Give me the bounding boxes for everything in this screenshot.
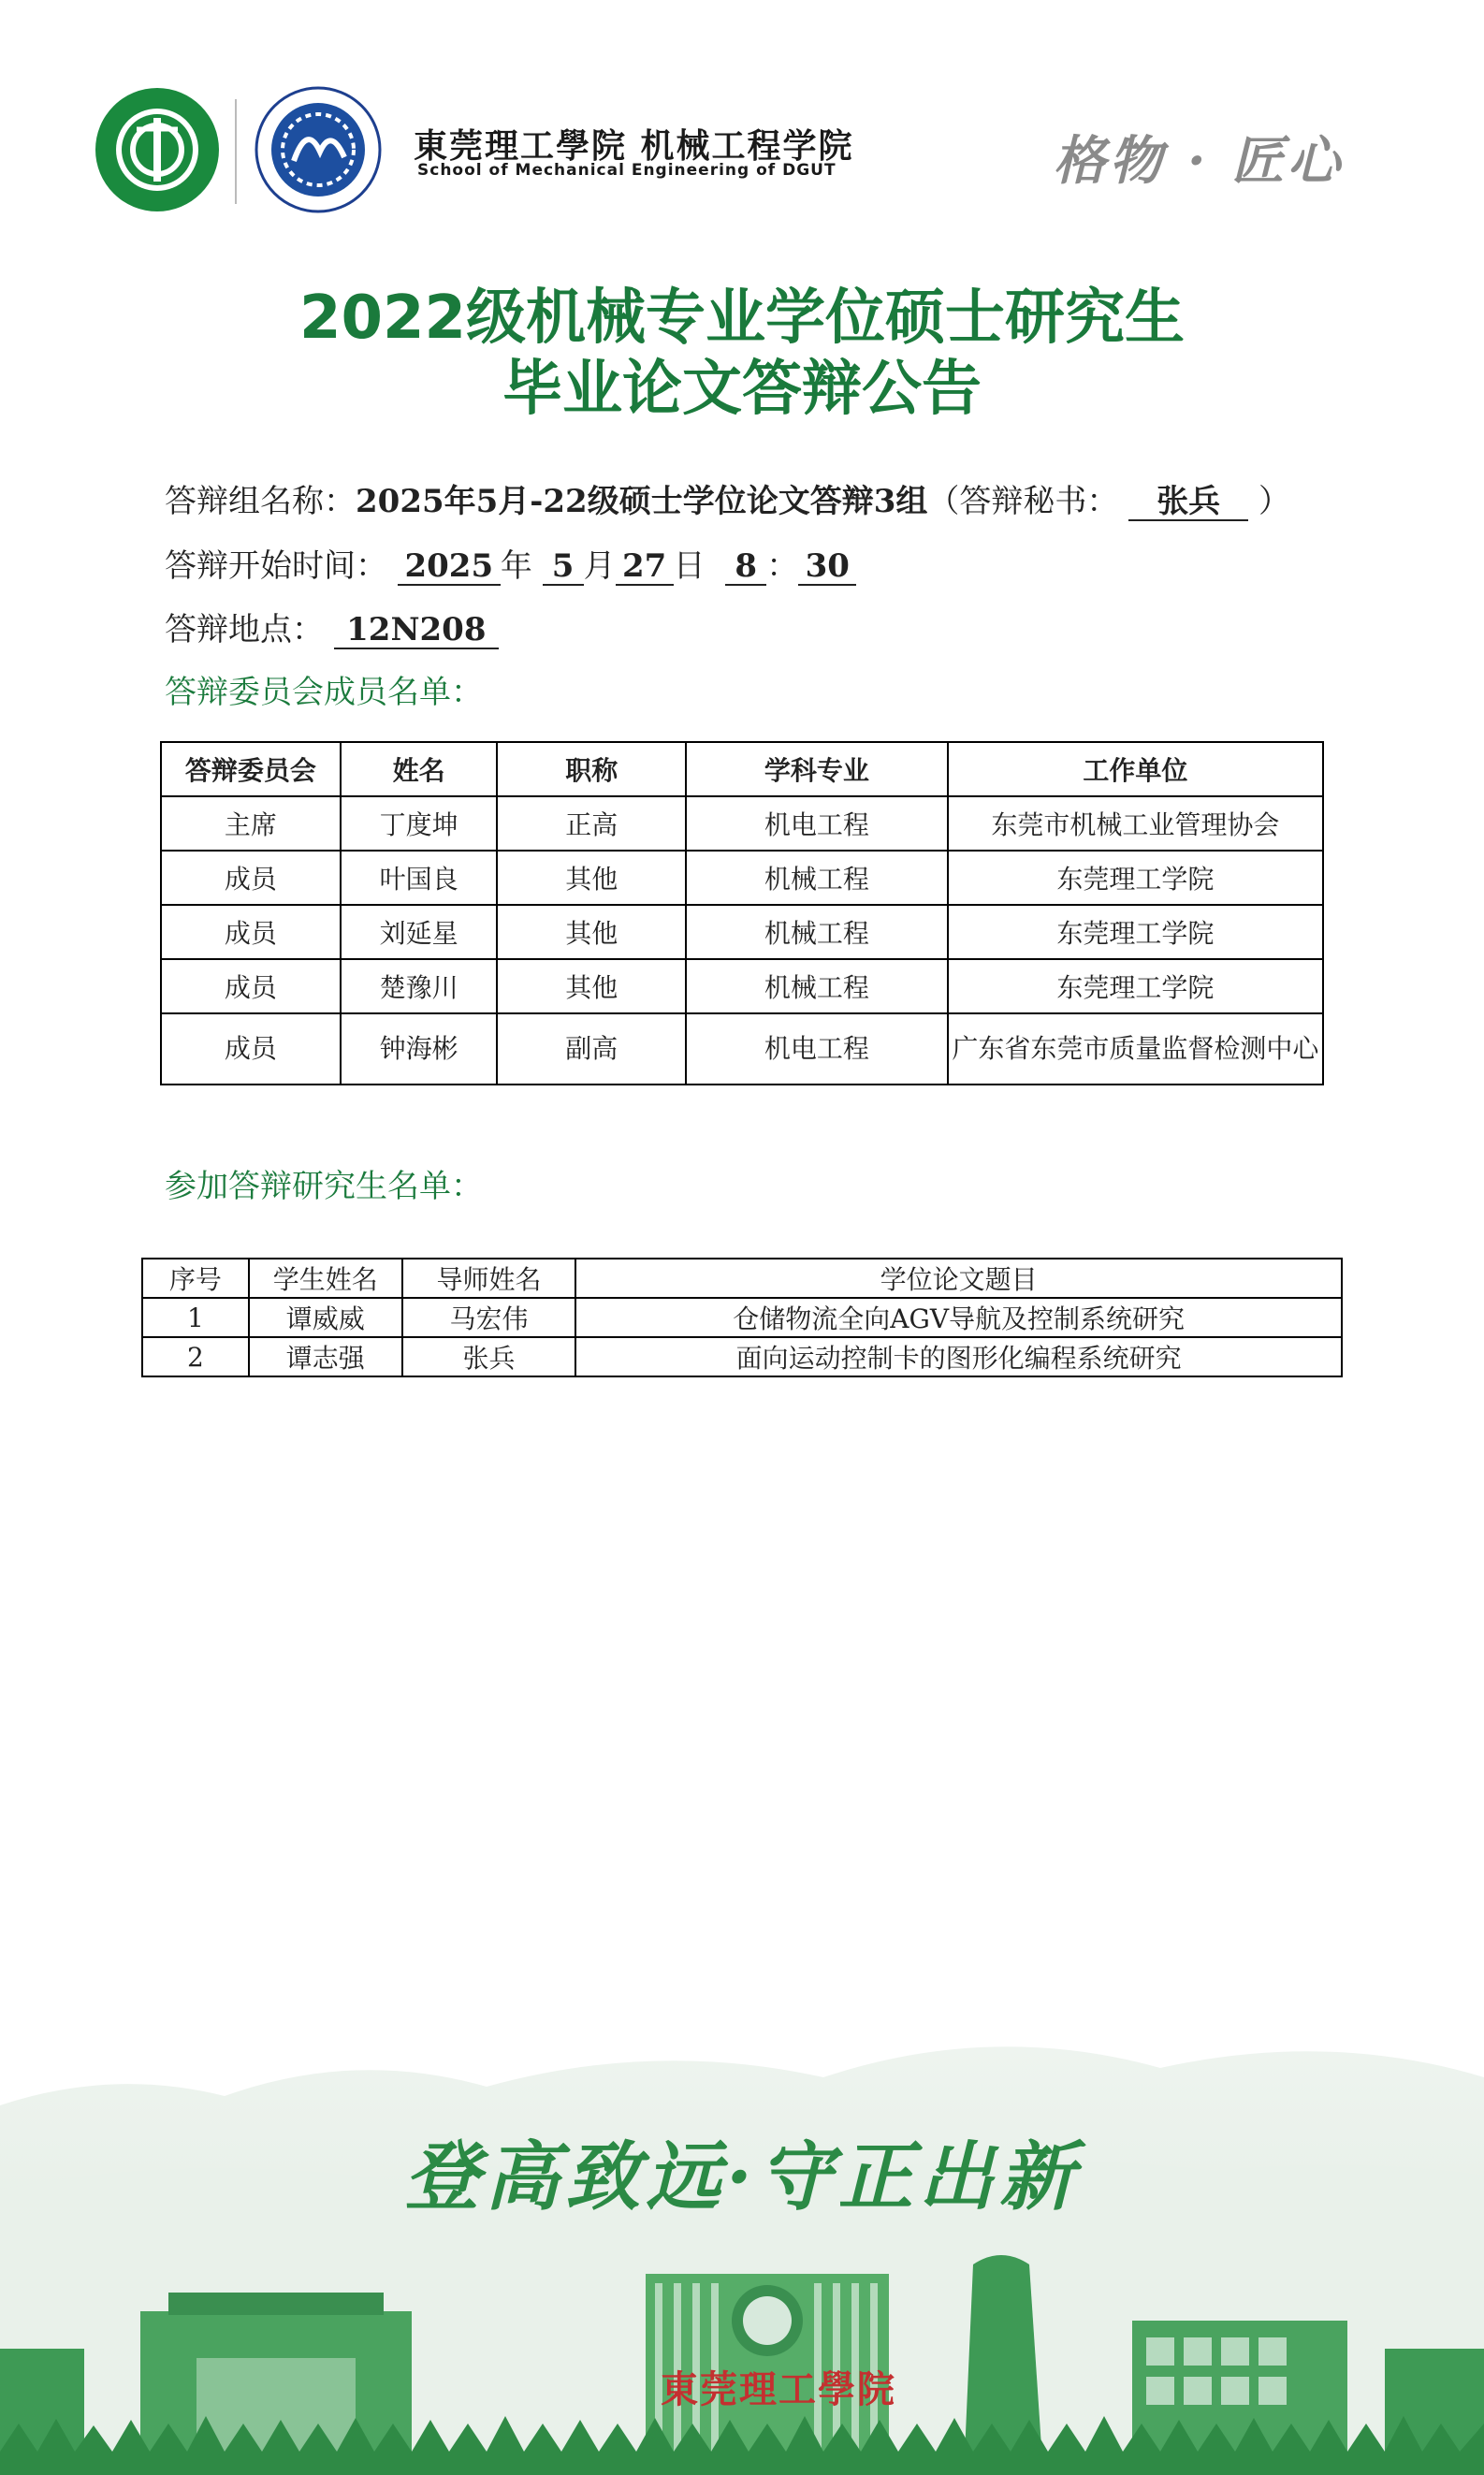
- defense-time-info: [165, 540, 856, 586]
- header-cell: 工作单位: [948, 742, 1323, 796]
- table-row: [161, 1013, 1323, 1085]
- college-logo: [255, 86, 382, 213]
- table-cell: 2: [142, 1337, 249, 1376]
- header-cell: 答辩委员会: [161, 742, 341, 796]
- table-cell: 仓储物流全向AGV导航及控制系统研究: [575, 1298, 1342, 1337]
- table-cell: 机械工程: [686, 851, 948, 905]
- time-colon: ：: [766, 547, 799, 585]
- place-label: 答辩地点：: [165, 611, 324, 648]
- month-unit: 月: [583, 547, 616, 585]
- table-cell: 正高: [497, 796, 686, 851]
- table-header-row: [161, 742, 1323, 796]
- table-cell: 其他: [497, 959, 686, 1013]
- school-name-cn: 東莞理工學院 机械工程学院: [414, 126, 854, 166]
- header-cell: 导师姓名: [402, 1259, 576, 1298]
- table-cell: 东莞理工学院: [948, 959, 1323, 1013]
- students-section-title: 参加答辩研究生名单：: [165, 1168, 483, 1205]
- table-cell: 张兵: [402, 1337, 576, 1376]
- time-year: 2025: [398, 549, 501, 586]
- table-cell: 谭威威: [249, 1298, 402, 1337]
- header-cell: 姓名: [341, 742, 498, 796]
- table-cell: 叶国良: [341, 851, 498, 905]
- table-cell: 机械工程: [686, 959, 948, 1013]
- header-cell: 学位论文题目: [575, 1259, 1342, 1298]
- header-cell: 学科专业: [686, 742, 948, 796]
- table-row: [142, 1337, 1342, 1376]
- table-cell: 成员: [161, 1013, 341, 1085]
- table-row: [161, 851, 1323, 905]
- table-cell: 丁度坤: [341, 796, 498, 851]
- footer-motto: 登高致远·守正出新: [404, 2133, 1080, 2220]
- table-cell: 谭志强: [249, 1337, 402, 1376]
- school-name-en: School of Mechanical Engineering of DGUT: [417, 161, 837, 180]
- time-label: 答辩开始时间：: [165, 547, 387, 585]
- table-cell: 其他: [497, 851, 686, 905]
- year-unit: 年: [500, 547, 532, 585]
- table-cell: 东莞理工学院: [948, 851, 1323, 905]
- place-value: 12N208: [334, 613, 499, 649]
- page-header: [0, 0, 1484, 243]
- header-cell: 序号: [142, 1259, 249, 1298]
- defense-place-info: [165, 604, 499, 649]
- committee-section-title: 答辩委员会成员名单：: [165, 674, 483, 711]
- table-row: [161, 959, 1323, 1013]
- table-cell: 成员: [161, 959, 341, 1013]
- table-row: [161, 796, 1323, 851]
- table-cell: 主席: [161, 796, 341, 851]
- group-name: 2025年5月-22级硕士学位论文答辩3组: [356, 483, 928, 520]
- day-unit: 日: [673, 547, 706, 585]
- table-header-row: [142, 1259, 1342, 1298]
- table-cell: 成员: [161, 851, 341, 905]
- table-cell: 钟海彬: [341, 1013, 498, 1085]
- secretary-name: 张兵: [1128, 485, 1248, 521]
- header-motto: 格物 · 匠心: [1053, 130, 1344, 192]
- time-day: 27: [616, 549, 674, 586]
- page-title-line1: 2022级机械专业学位硕士研究生: [298, 284, 1186, 353]
- defense-group-info: [165, 475, 1290, 521]
- students-table: [141, 1258, 1343, 1377]
- table-cell: 机电工程: [686, 796, 948, 851]
- time-month: 5: [543, 549, 584, 586]
- time-hour: 8: [725, 549, 766, 586]
- table-cell: 机械工程: [686, 905, 948, 959]
- table-cell: 成员: [161, 905, 341, 959]
- table-cell: 刘延星: [341, 905, 498, 959]
- table-row: [161, 905, 1323, 959]
- table-cell: 楚豫川: [341, 959, 498, 1013]
- table-cell: 东莞理工学院: [948, 905, 1323, 959]
- table-cell: 1: [142, 1298, 249, 1337]
- table-cell: 副高: [497, 1013, 686, 1085]
- time-minute: 30: [798, 549, 856, 586]
- gate-name: 東莞理工學院: [661, 2367, 896, 2411]
- university-logo: [94, 86, 221, 213]
- table-cell: 机电工程: [686, 1013, 948, 1085]
- table-cell: 东莞市机械工业管理协会: [948, 796, 1323, 851]
- committee-table: [160, 741, 1324, 1085]
- table-cell: 广东省东莞市质量监督检测中心: [948, 1013, 1323, 1085]
- table-cell: 马宏伟: [402, 1298, 576, 1337]
- logo-divider: [235, 99, 237, 204]
- table-cell: 其他: [497, 905, 686, 959]
- secretary-label: （答辩秘书：: [927, 483, 1119, 520]
- header-cell: 职称: [497, 742, 686, 796]
- group-label: 答辩组名称：: [165, 483, 356, 520]
- table-row: [142, 1298, 1342, 1337]
- secretary-close: ）: [1258, 483, 1290, 520]
- table-cell: 面向运动控制卡的图形化编程系统研究: [575, 1337, 1342, 1376]
- header-cell: 学生姓名: [249, 1259, 402, 1298]
- page-title-line2: 毕业论文答辩公告: [502, 355, 982, 424]
